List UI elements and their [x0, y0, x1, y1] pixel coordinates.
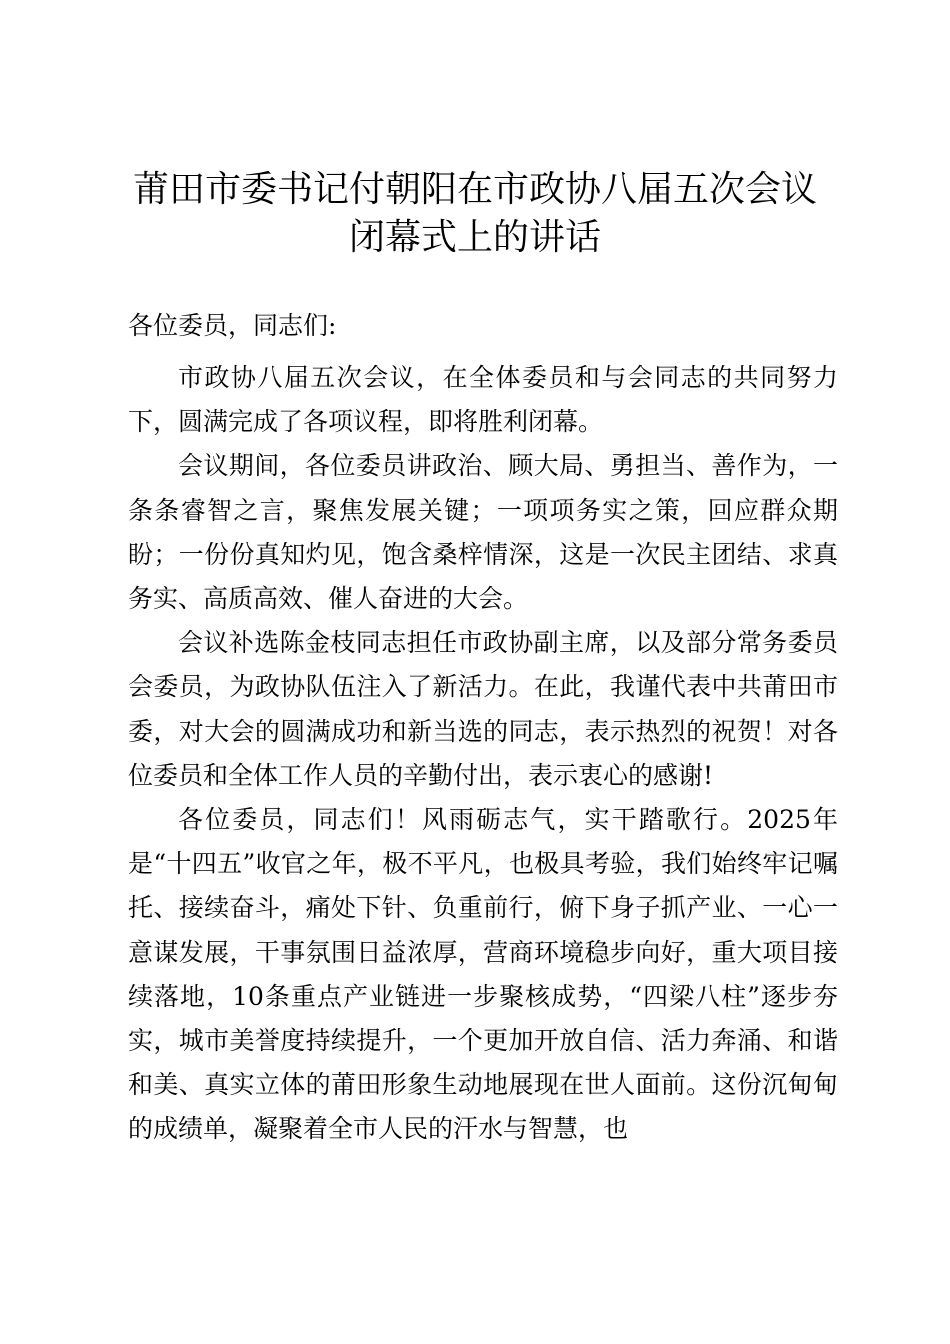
document-body [128, 356, 838, 1152]
salutation: 各位委员，同志们: [128, 311, 337, 340]
paragraph-1: 市政协八届五次会议，在全体委员和与会同志的共同努力下，圆满完成了各项议程，即将胜利闭幕。 [128, 363, 838, 437]
paragraph-2: 会议期间，各位委员讲政治、顾大局、勇担当、善作为，一条条睿智之言，聚焦发展关键；一项项务实之策，回应群众期盼；一份份真知灼见，饱含桑梓情深，这是一次民主团结、求真务实、高质高效、催人奋进的大会。 [128, 451, 838, 614]
paragraph-3: 会议补选陈金枝同志担任市政协副主席，以及部分常务委员会委员，为政协队伍注入了新活力。在此，我谨代表中共莆田市委，对大会的圆满成功和新当选的同志，表示热烈的祝贺！对各位委员和全体工作人员的辛勤付出，表示衷心的感谢! [128, 628, 838, 790]
document-title-line-1: 莆田市委书记付朝阳在市政协八届五次会议 [132, 169, 817, 210]
document-title-line-2: 闭幕式上的讲话 [348, 217, 601, 258]
paragraph-4: 各位委员，同志们！风雨砺志气，实干踏歌行。2025年是“十四五”收官之年，极不平凡，也极具考验，我们始终牢记嘱托、接续奋斗，痛处下针、负重前行，俯下身子抓产业、一心一意谋发展，干事氛围日益浓厚，营商环境稳步向好，重大项目接续落地，10条重点产业链进一步聚核成势，“四梁八柱”逐步夯实，城市美誉度持续提升，一个更加开放自信、活力奔涌、和谐和美、真实立体的莆田形象生动地展现在世人面前。这份沉甸甸的成绩单，凝聚着全市人民的汗水与智慧，也 [128, 805, 838, 1144]
